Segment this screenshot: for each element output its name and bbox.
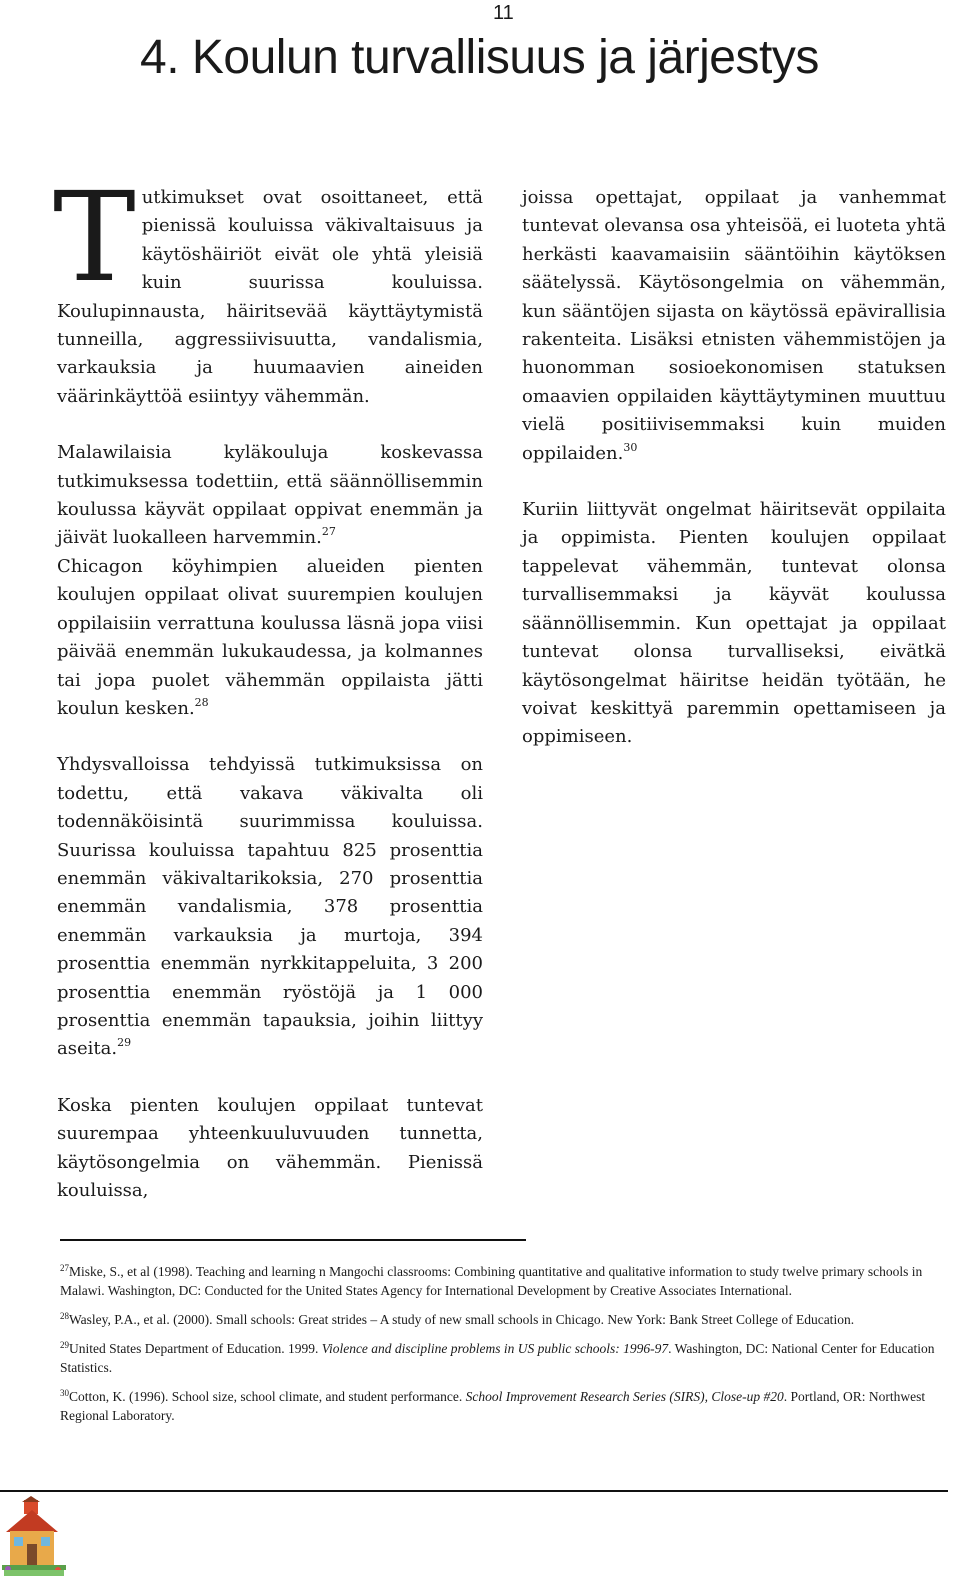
chapter-title: 4. Koulun turvallisuus ja järjestys [140,31,819,84]
footnotes [60,1262,946,1435]
footnote-text: Wasley, P.A., et al. (2000). Small schools: Great strides – A study of new small schools in Chicago. New York: Bank Street College of Education. [69,1312,855,1327]
paragraph-violence-text: Yhdysvalloissa tehdyissä tutkimuksissa on todettu, että vakava väkivalta oli todennäköisintä suurimmissa kouluissa. Suurissa kouluissa tapahtuu 825 prosenttia enemmän väkivaltarikoksia, 270 prosenttia enemmän vandalismia, 378 prosenttia enemmän varkauksia ja murtoja, 394 prosenttia enemmän nyrkkitappeluita, 3 200 prosenttia enemmän ryöstöjä ja 1 000 prosenttia enemmän tapauksia, joihin liittyy aseita. [57,754,483,1060]
footnote-text: Cotton, K. (1996). School size, school climate, and student performance. [69,1389,466,1404]
footnote-30 [60,1387,946,1425]
footnote-title: School Improvement Research Series (SIRS), Close-up #20 [465,1389,784,1404]
paragraph-belonging [57,1092,483,1206]
paragraph-malawi-text: Malawilaisia kyläkouluja koskevassa tutkimuksessa todettiin, että säännöllisemmin koulussa käyvät oppilaat oppivat enemmän ja jäivät luokalleen harvemmin. [57,442,483,549]
paragraph-discipline-text: Kuriin liittyvät ongelmat häiritsevät oppilaita ja oppimista. Pienten koulujen oppilaat tappelevat vähemmän, tuntevat olonsa turvallisemmaksi ja käyvät koulussa säännöllisemmin. Kun opettajat ja oppilaat tuntevat olonsa turvalliseksi, eivätkä käytösongelmat häiritse heidän työtään, he voivat keskittyä paremmin opettamiseen ja oppimiseen. [522,499,946,748]
paragraph-intro [53,166,483,411]
footnote-29 [60,1339,946,1377]
footnote-ref-28: 28 [194,695,209,709]
footnote-28 [60,1310,946,1329]
paragraph-community-text: joissa opettajat, oppilaat ja vanhemmat tuntevat olevansa osa yhteisöä, ei luoteta yhtä herkästi kaavamaisiin sääntöihin käytöksen säätelyssä. Käytösongelmia on vähemmän, kun sääntöjen sijasta on käytössä epävirallisia rakenteita. Lisäksi etnisten vähemmistöjen ja huonomman sosioekonomisen statuksen omaavien oppilaiden käyttäytyminen muuttuu vielä positiivisemmaksi kuin muiden oppilaiden. [522,187,946,464]
footnote-number: 27 [60,1263,69,1273]
footnote-text-end: . Portland, OR: Northwest Regional Laboratory. [60,1389,926,1423]
footnote-ref-27: 27 [321,525,336,539]
footnote-number: 29 [60,1340,69,1350]
footnote-ref-29: 29 [117,1036,132,1050]
footnote-title: Violence and discipline problems in US public schools: 1996-97 [321,1341,669,1356]
paragraph-violence [57,751,483,1063]
footnote-divider [60,1239,526,1241]
paragraph-attendance [57,439,483,723]
footnote-number: 28 [60,1311,69,1321]
footnote-text-end: . Washington, DC: National Center for Education Statistics. [60,1341,935,1375]
paragraph-chicago-text: Chicagon köyhimpien alueiden pienten koulujen oppilaat olivat suurempien koulujen oppilaisiin verrattuna koulussa läsnä jopa viisi päivää enemmän lukukaudessa, ja kolmannes tai jopa puolet vähemmän oppilaista jätti koulun kesken. [57,555,483,719]
drop-cap: T [53,166,136,310]
footer-divider [0,1490,948,1492]
footnote-ref-30: 30 [623,440,638,454]
footnote-text: Miske, S., et al (1998). Teaching and learning n Mangochi classrooms: Combining quantitative and qualitative information to study twelve primary schools in Malawi. Washington, DC: Conducted for the United States Agency for International Development by Creative Associates International. [60,1264,923,1298]
footnote-number: 30 [60,1388,69,1398]
left-column [53,166,483,1233]
footnote-text: United States Department of Education. 1999. [69,1341,322,1356]
footnote-27 [60,1262,946,1300]
right-column [522,184,946,780]
paragraph-discipline [522,496,946,752]
schoolhouse-logo-icon [2,1496,66,1576]
paragraph-belonging-text: Koska pienten koulujen oppilaat tuntevat suurempaa yhteenkuuluvuuden tunnetta, käytösongelmia on vähemmän. Pienissä kouluissa, [57,1094,483,1201]
page-number: 11 [493,2,514,24]
paragraph-intro-text: utkimukset ovat osoittaneet, että pienissä kouluissa väkivaltaisuus ja käytöshäiriöt eivät ole yhtä yleisiä kuin suurissa kouluissa. Koulupinnausta, häiritsevää käyttäytymistä tunneilla, aggressiivisuutta, vandalismia, varkauksia ja huumaavien aineiden väärinkäyttöä esiintyy vähemmän. [57,187,483,407]
paragraph-community [522,184,946,468]
